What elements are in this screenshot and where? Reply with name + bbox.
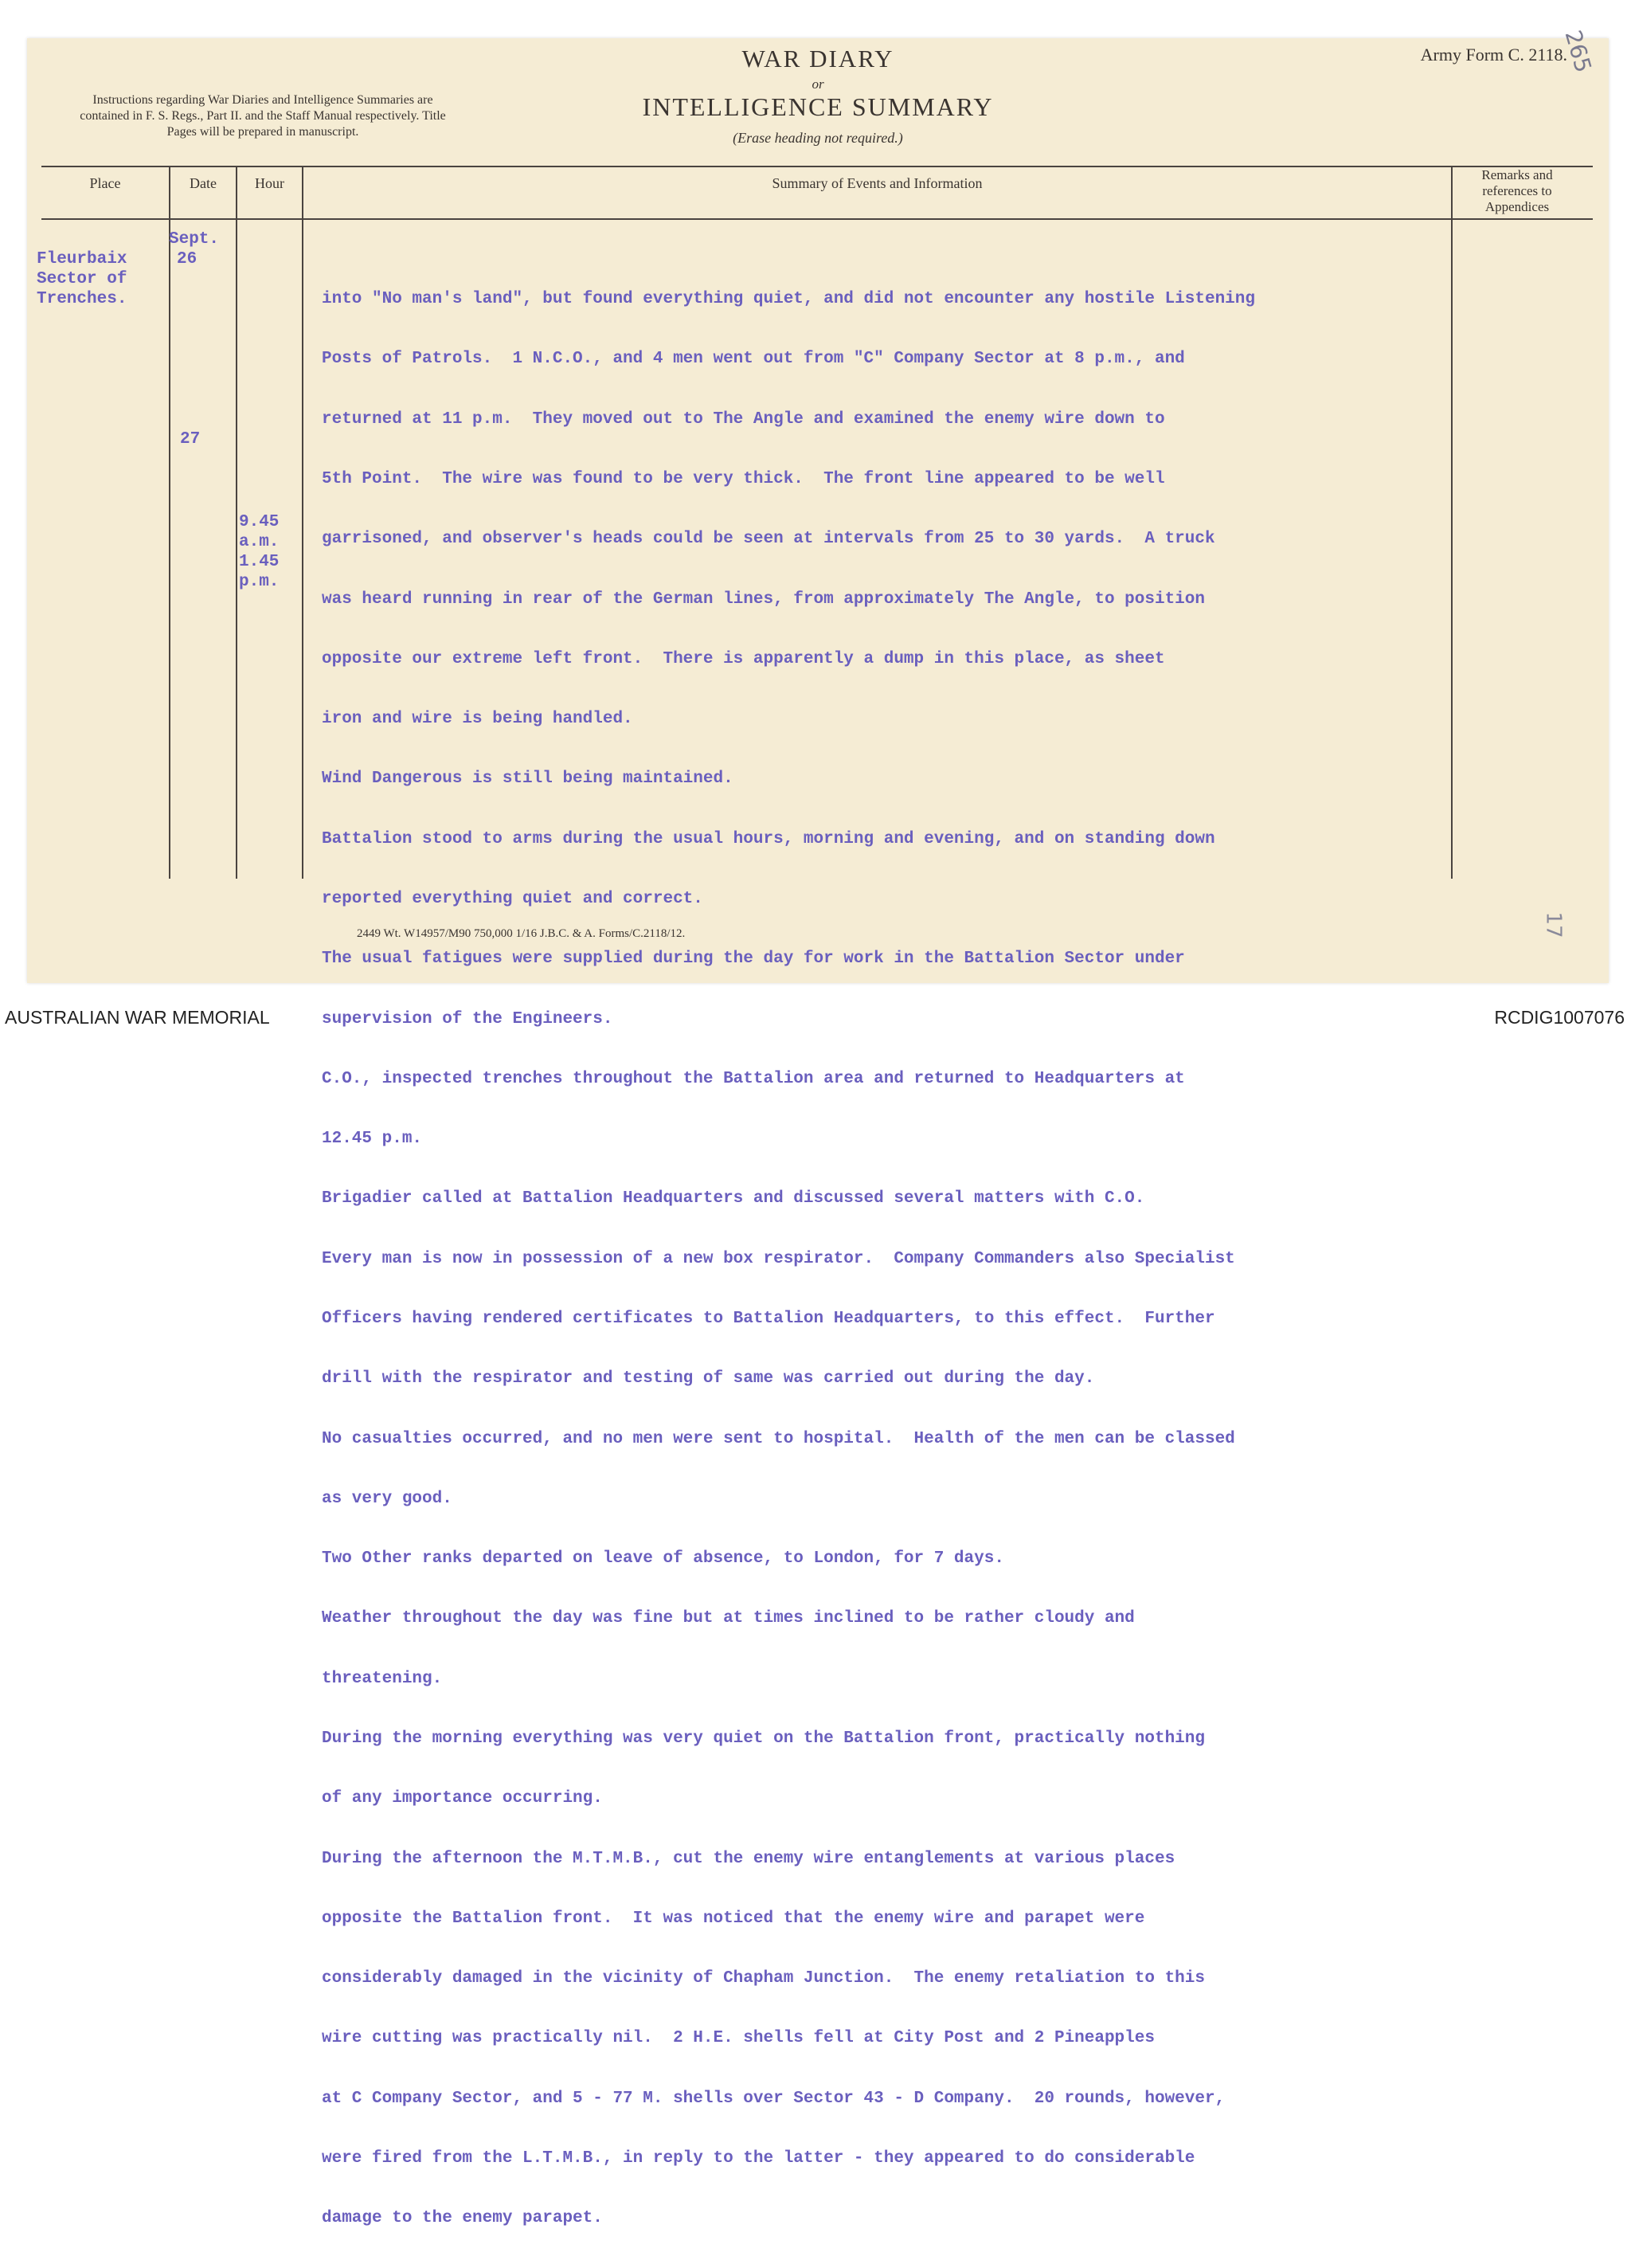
column-remarks: Remarks and references to Appendices bbox=[1481, 167, 1553, 214]
summary-line: of any importance occurring. bbox=[322, 1789, 603, 1808]
summary-remarks-divider bbox=[1451, 166, 1453, 879]
summary-line: opposite the Battalion front. It was noticed that the enemy wire and parapet were bbox=[322, 1909, 1145, 1928]
summary-line: reported everything quiet and correct. bbox=[322, 890, 703, 908]
summary-line: 5th Point. The wire was found to be very thick. The front line appeared to be well bbox=[322, 470, 1165, 489]
column-date: Date bbox=[190, 175, 217, 191]
page-title: WAR DIARY bbox=[741, 45, 894, 72]
summary-line: was heard running in rear of the German lines, from approximately The Angle, to position bbox=[322, 590, 1205, 609]
month-entry: Sept. bbox=[169, 230, 220, 249]
summary-line: Brigadier called at Battalion Headquarters and discussed several matters with C.O. bbox=[322, 1189, 1145, 1208]
summary-line: at C Company Sector, and 5 - 77 M. shells over Sector 43 - D Company. 20 rounds, however, bbox=[322, 2089, 1226, 2108]
summary-line: No casualties occurred, and no men were sent to hospital. Health of the men can be classed bbox=[322, 1429, 1235, 1448]
date-entry-26: 26 bbox=[177, 250, 198, 268]
summary-line: Every man is now in possession of a new box respirator. Company Commanders also Specialist bbox=[322, 1249, 1235, 1268]
page-subtitle: INTELLIGENCE SUMMARY bbox=[642, 92, 994, 121]
summary-line: Officers having rendered certificates to Battalion Headquarters, to this effect. Further bbox=[322, 1309, 1215, 1328]
summary-text bbox=[322, 249, 1255, 2268]
summary-line: The usual fatigues were supplied during the day for work in the Battalion Sector under bbox=[322, 950, 1185, 969]
summary-line: Two Other ranks departed on leave of absence, to London, for 7 days. bbox=[322, 1549, 1004, 1569]
summary-line: Weather throughout the day was fine but at times inclined to be rather cloudy and bbox=[322, 1609, 1135, 1628]
margin-pencil-mark: 17 bbox=[1541, 911, 1566, 938]
archive-page-number: 265 bbox=[1559, 27, 1597, 76]
header-top-rule bbox=[41, 166, 1593, 167]
summary-line: damage to the enemy parapet. bbox=[322, 2209, 603, 2228]
summary-line: Wind Dangerous is still being maintained. bbox=[322, 770, 733, 789]
summary-line: During the morning everything was very quiet on the Battalion front, practically nothing bbox=[322, 1729, 1205, 1748]
summary-line: supervision of the Engineers. bbox=[322, 1009, 613, 1028]
summary-line: were fired from the L.T.M.B., in reply to the latter - they appeared to do considerable bbox=[322, 2149, 1195, 2168]
summary-line: Battalion stood to arms during the usual hours, morning and evening, and on standing down bbox=[322, 829, 1215, 848]
summary-line: drill with the respirator and testing of same was carried out during the day. bbox=[322, 1369, 1095, 1389]
place-entry: Fleurbaix Sector of Trenches. bbox=[37, 250, 127, 309]
archive-credit: AUSTRALIAN WAR MEMORIAL bbox=[5, 1007, 270, 1028]
record-id: RCDIG1007076 bbox=[1494, 1007, 1625, 1028]
date-hour-divider bbox=[236, 166, 237, 879]
army-form-number: Army Form C. 2118. bbox=[1420, 45, 1567, 65]
printer-imprint: 2449 Wt. W14957/M90 750,000 1/16 J.B.C. & A. Forms/C.2118/12. bbox=[357, 927, 686, 940]
summary-line: During the afternoon the M.T.M.B., cut the enemy wire entanglements at various places bbox=[322, 1849, 1175, 1868]
summary-line: iron and wire is being handled. bbox=[322, 710, 633, 729]
summary-line: returned at 11 p.m. They moved out to The Angle and examined the enemy wire down to bbox=[322, 409, 1165, 429]
title-note: (Erase heading not required.) bbox=[733, 130, 903, 146]
summary-line: opposite our extreme left front. There is apparently a dump in this place, as sheet bbox=[322, 649, 1165, 668]
summary-line: 12.45 p.m. bbox=[322, 1130, 423, 1149]
title-or: or bbox=[812, 76, 824, 92]
summary-line: considerably damaged in the vicinity of Chapham Junction. The enemy retaliation to this bbox=[322, 1969, 1205, 1988]
summary-line: wire cutting was practically nil. 2 H.E. shells fell at City Post and 2 Pineapples bbox=[322, 2029, 1155, 2048]
summary-line: Posts of Patrols. 1 N.C.O., and 4 men went out from "C" Company Sector at 8 p.m., and bbox=[322, 350, 1185, 369]
summary-line: into "No man's land", but found everything quiet, and did not encounter any hostile Listening bbox=[322, 290, 1255, 309]
column-place: Place bbox=[89, 175, 121, 191]
header-bottom-rule bbox=[41, 218, 1593, 220]
place-date-divider bbox=[169, 166, 170, 879]
date-entry-27: 27 bbox=[180, 430, 201, 449]
summary-line: as very good. bbox=[322, 1489, 452, 1508]
summary-line: threatening. bbox=[322, 1669, 443, 1688]
hour-entries: 9.45 a.m. 1.45 p.m. bbox=[239, 513, 280, 592]
instructions-note: Instructions regarding War Diaries and Intelligence Summaries are contained in F. S. Regs., Part II. and the Staff Manual respectively. Title Pages will be prepared in manuscript. bbox=[80, 93, 446, 139]
column-hour: Hour bbox=[255, 175, 284, 191]
column-summary: Summary of Events and Information bbox=[772, 175, 983, 191]
hour-summary-divider bbox=[302, 166, 303, 879]
summary-line: C.O., inspected trenches throughout the Battalion area and returned to Headquarters at bbox=[322, 1069, 1185, 1088]
summary-line: garrisoned, and observer's heads could be seen at intervals from 25 to 30 yards. A truck bbox=[322, 530, 1215, 549]
